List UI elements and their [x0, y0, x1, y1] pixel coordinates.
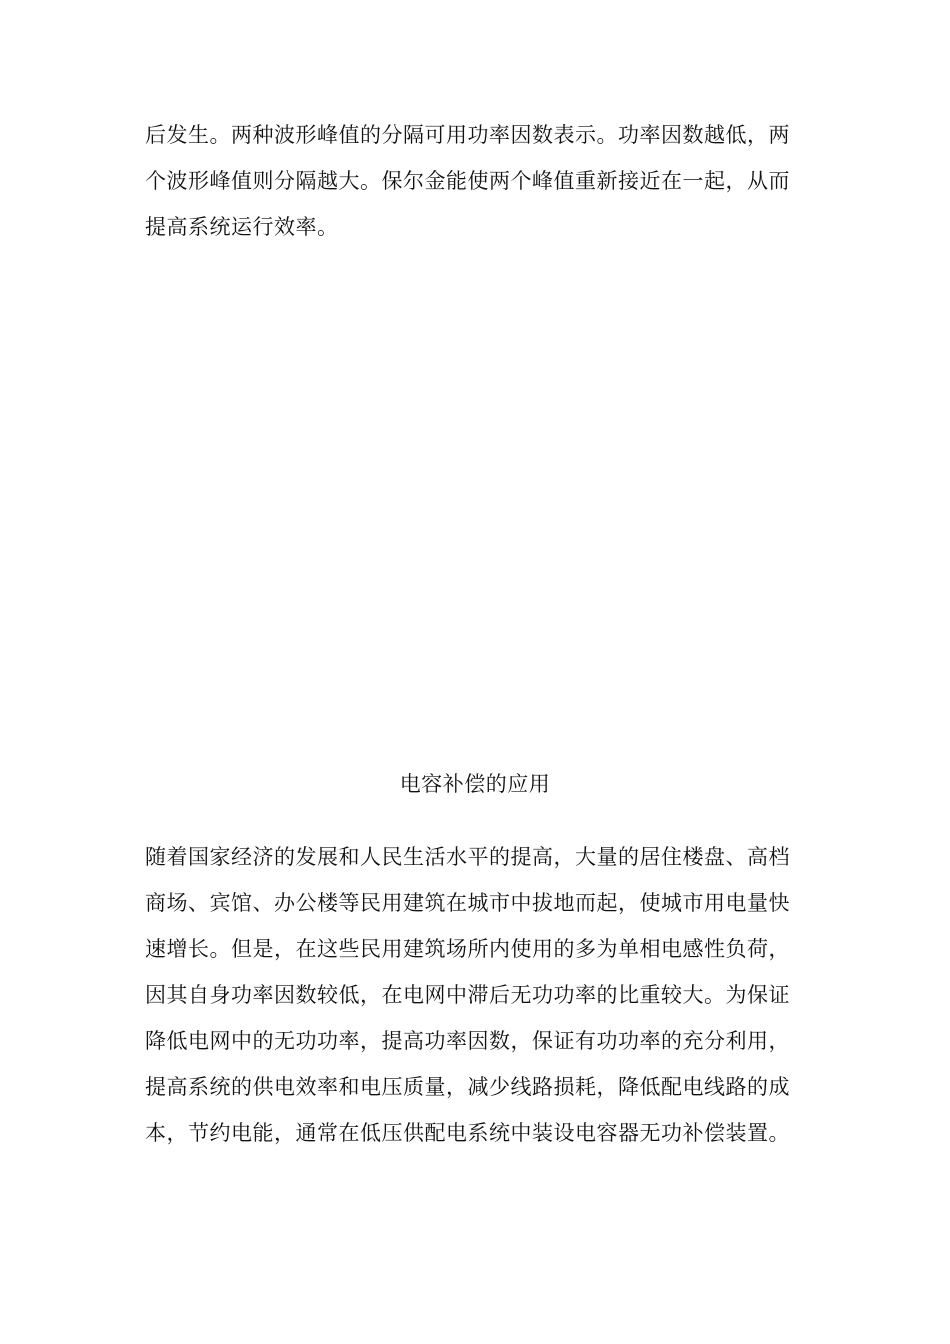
paragraph-line: 提高系统运行效率。	[145, 215, 339, 239]
paragraph-line: 速增长。但是，在这些民用建筑场所内使用的多为单相电感性负荷，	[145, 937, 790, 961]
paragraph-line: 随着国家经济的发展和人民生活水平的提高，大量的居住楼盘、高档	[145, 845, 790, 869]
section-heading: 电容补偿的应用	[399, 772, 551, 796]
paragraph-line: 提高系统的供电效率和电压质量，减少线路损耗，降低配电线路的成	[145, 1075, 790, 1099]
paragraph-line: 因其自身功率因数较低，在电网中滞后无功功率的比重较大。为保证	[145, 983, 790, 1007]
paragraph-line: 本，节约电能，通常在低压供配电系统中装设电容器无功补偿装置。	[145, 1121, 790, 1145]
paragraph-line: 商场、宾馆、办公楼等民用建筑在城市中拔地而起，使城市用电量快	[145, 891, 790, 915]
paragraph-line: 后发生。两种波形峰值的分隔可用功率因数表示。功率因数越低，两	[145, 123, 790, 147]
intro-paragraph	[145, 112, 810, 250]
paragraph-line: 个波形峰值则分隔越大。保尔金能使两个峰值重新接近在一起，从而	[145, 169, 790, 193]
paragraph-line: 降低电网中的无功功率，提高功率因数，保证有功功率的充分利用，	[145, 1029, 790, 1053]
body-paragraph	[145, 834, 810, 1156]
